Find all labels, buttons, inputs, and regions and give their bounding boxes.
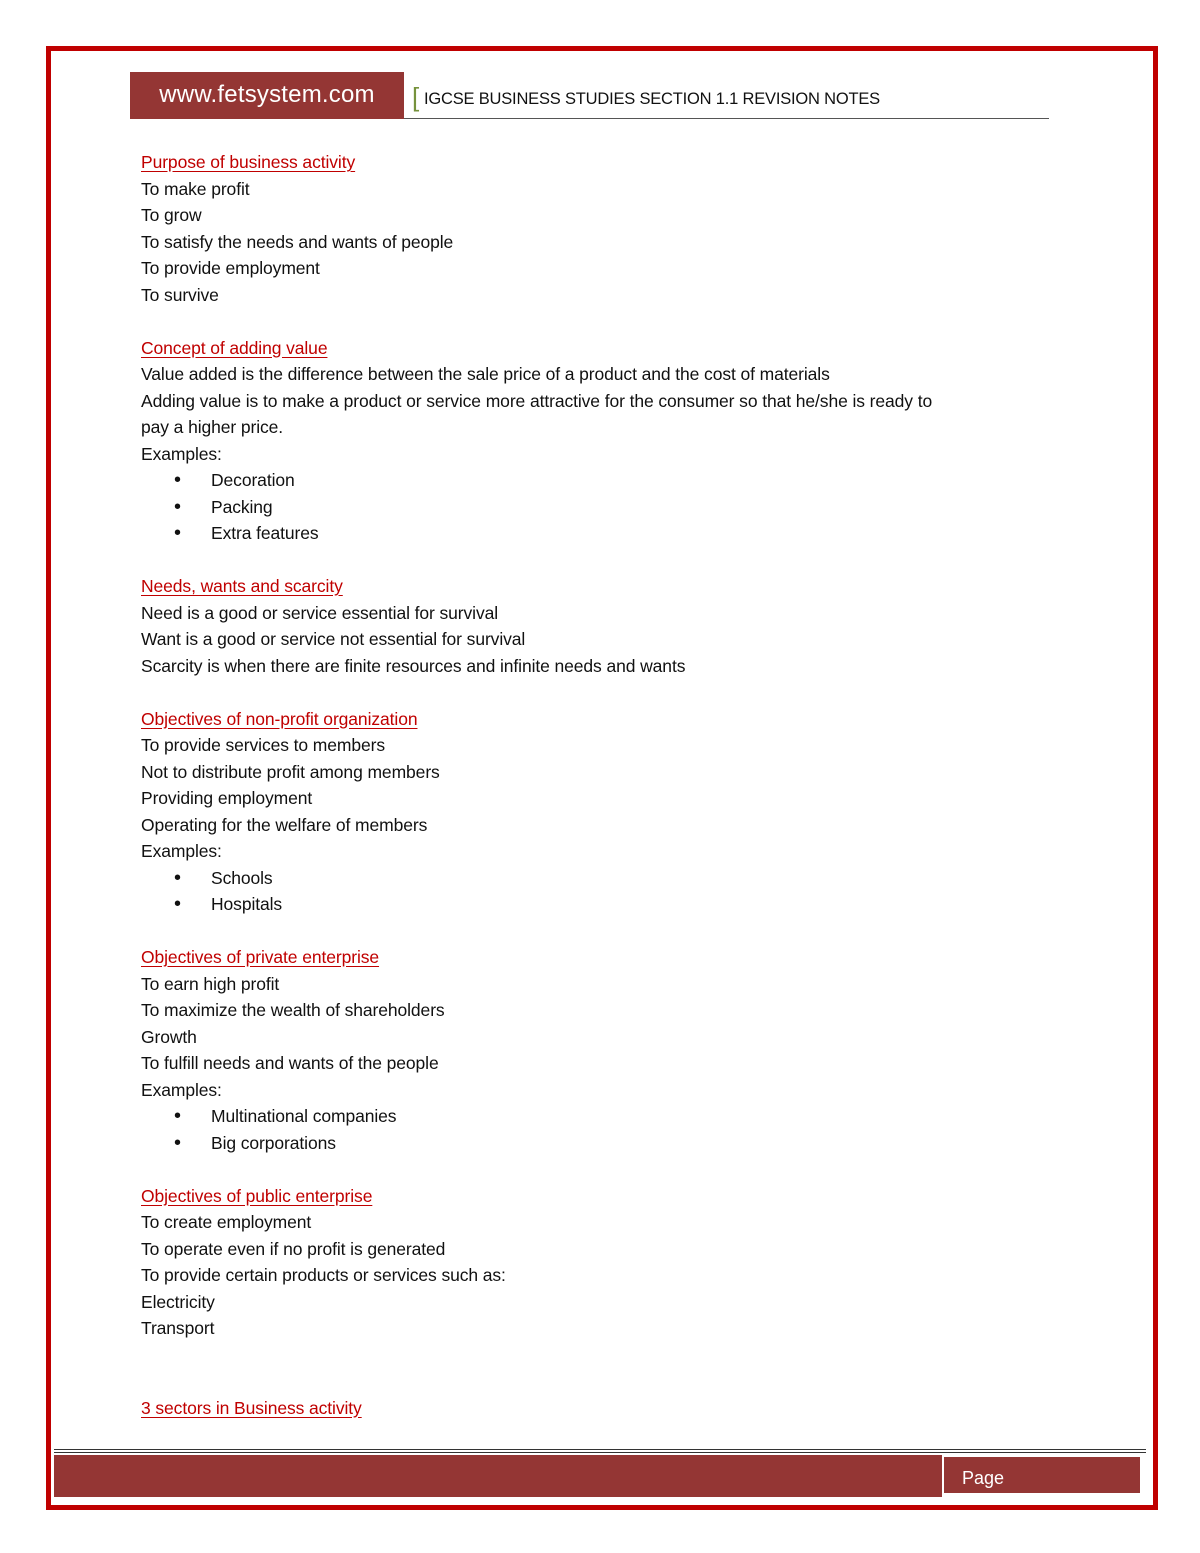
header-rule <box>404 118 1049 119</box>
bullet-list <box>141 1103 1071 1156</box>
text-line: Examples: <box>141 443 222 464</box>
text-line: Not to distribute profit among members <box>141 761 440 782</box>
text-line: Want is a good or service not essential for survival <box>141 629 526 649</box>
text-line: To earn high profit <box>141 973 280 994</box>
header-rule-left <box>130 118 404 119</box>
text-line: Adding value is to make a product or service more attractive for the consumer so that he/she is ready to <box>141 390 933 411</box>
bullet-list <box>141 467 1071 547</box>
section-sectors <box>141 1395 1071 1422</box>
section-heading: Objectives of non-profit organization <box>141 708 418 729</box>
text-line: To grow <box>141 205 202 225</box>
section-heading: 3 sectors in Business activity <box>141 1397 362 1418</box>
bullet-list <box>141 865 1071 918</box>
list-item: • Decoration <box>141 467 1071 494</box>
text-line: To satisfy the needs and wants of people <box>141 231 454 252</box>
list-item: • Extra features <box>141 520 1071 547</box>
section-non-profit <box>141 706 1071 918</box>
text-line: Examples: <box>141 1079 222 1100</box>
text-line: Operating for the welfare of members <box>141 814 428 835</box>
section-public <box>141 1183 1071 1342</box>
section-needs-wants <box>141 573 1071 679</box>
section-heading: Objectives of public enterprise <box>141 1185 373 1206</box>
text-line: To provide employment <box>141 258 320 278</box>
list-item: • Packing <box>141 494 1071 521</box>
text-line: To maximize the wealth of shareholders <box>141 1000 445 1020</box>
section-heading: Objectives of private enterprise <box>141 947 380 967</box>
footer-rule <box>54 1449 1146 1450</box>
text-line: To create employment <box>141 1212 312 1232</box>
text-line: Value added is the difference between the sale price of a product and the cost of materials <box>141 364 830 384</box>
text-line: To operate even if no profit is generated <box>141 1238 446 1259</box>
document-title: IGCSE BUSINESS STUDIES SECTION 1.1 REVISION NOTES <box>424 90 880 108</box>
footer-rule <box>54 1452 1146 1453</box>
header-bracket: [ <box>412 82 420 112</box>
text-line: To survive <box>141 284 219 305</box>
section-private <box>141 944 1071 1156</box>
text-line: Transport <box>141 1318 215 1338</box>
text-line: pay a higher price. <box>141 417 284 437</box>
footer-bar <box>54 1455 942 1497</box>
text-line: Examples: <box>141 841 222 861</box>
document-body <box>141 149 1071 1448</box>
text-line: Providing employment <box>141 788 313 808</box>
text-line: Growth <box>141 1026 197 1047</box>
text-line: Electricity <box>141 1291 215 1312</box>
list-item: • Hospitals <box>141 891 1071 918</box>
page-number-label: Page <box>942 1455 1142 1495</box>
section-purpose <box>141 149 1071 308</box>
list-item: • Schools <box>141 865 1071 892</box>
section-adding-value <box>141 335 1071 547</box>
text-line: Scarcity is when there are finite resources and infinite needs and wants <box>141 655 686 676</box>
text-line: To provide certain products or services such as: <box>141 1265 506 1285</box>
section-heading: Purpose of business activity <box>141 152 356 172</box>
text-line: To provide services to members <box>141 735 386 755</box>
list-item: • Multinational companies <box>141 1103 1071 1130</box>
text-line: To fulfill needs and wants of the people <box>141 1053 439 1073</box>
text-line: To make profit <box>141 178 250 199</box>
text-line: Need is a good or service essential for survival <box>141 602 499 623</box>
section-heading: Concept of adding value <box>141 337 328 358</box>
section-heading: Needs, wants and scarcity <box>141 576 343 596</box>
site-banner: www.fetsystem.com <box>130 72 404 118</box>
list-item: • Big corporations <box>141 1130 1071 1157</box>
